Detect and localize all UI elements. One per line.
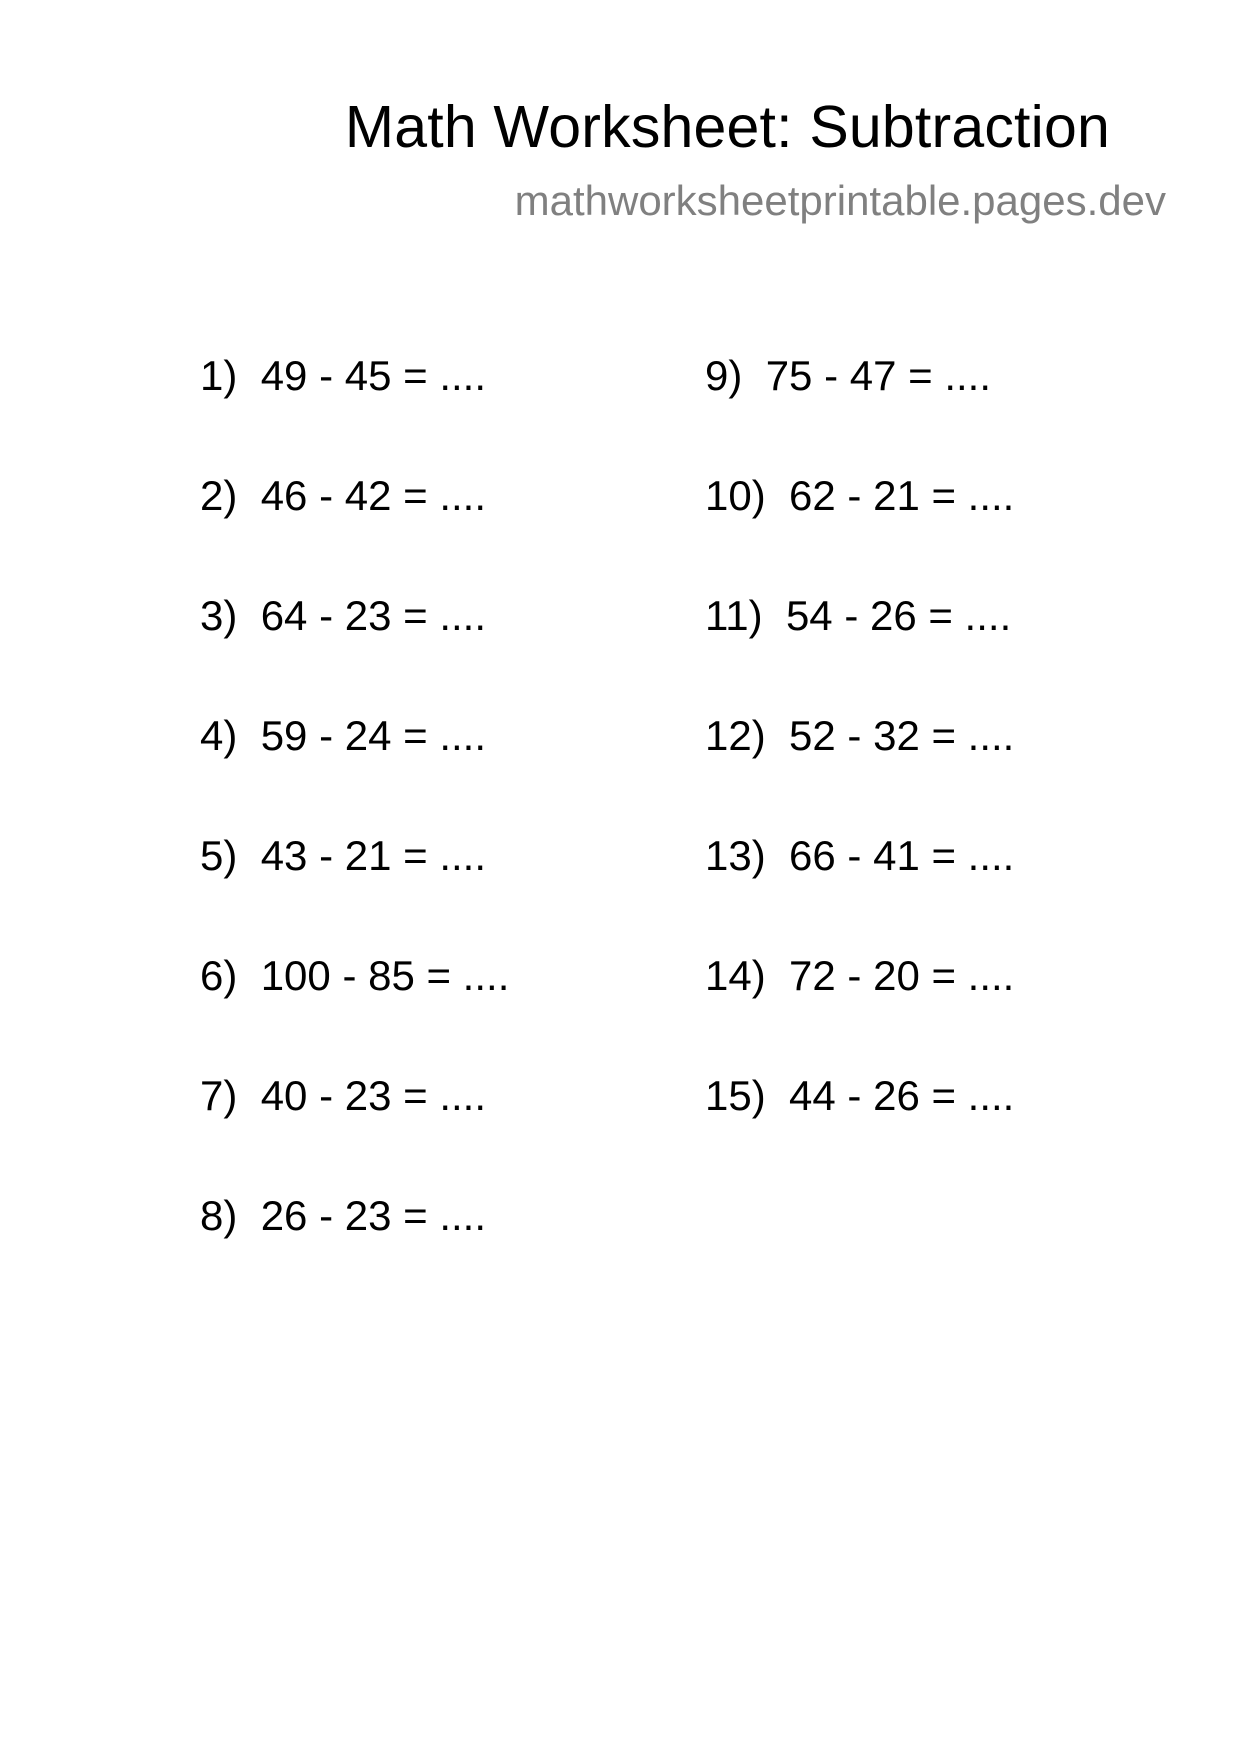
problem-expression: 52 - 32 = .... bbox=[789, 712, 1015, 759]
problem-expression: 75 - 47 = .... bbox=[765, 352, 992, 399]
problem-number: 6) bbox=[200, 952, 238, 999]
problem-15 bbox=[705, 1072, 1015, 1195]
problem-expression: 46 - 42 = .... bbox=[260, 472, 487, 519]
problem-6 bbox=[200, 952, 510, 1075]
problem-number: 7) bbox=[200, 1072, 238, 1119]
problem-number: 5) bbox=[200, 832, 238, 879]
problem-expression: 43 - 21 = .... bbox=[260, 832, 487, 879]
problem-expression: 59 - 24 = .... bbox=[260, 712, 487, 759]
problem-number: 10) bbox=[705, 472, 766, 519]
worksheet-header bbox=[344, 94, 1166, 224]
problem-column-right bbox=[705, 352, 1015, 1195]
problem-8 bbox=[200, 1192, 509, 1315]
problem-number: 13) bbox=[705, 832, 766, 879]
problem-2 bbox=[200, 472, 509, 595]
problem-number: 14) bbox=[705, 952, 766, 999]
page-title: Math Worksheet: Subtraction bbox=[344, 94, 1110, 160]
problem-5 bbox=[200, 832, 509, 955]
problem-expression: 44 - 26 = .... bbox=[789, 1072, 1015, 1119]
problem-11 bbox=[705, 592, 1014, 715]
problem-9 bbox=[705, 352, 1014, 475]
problem-number: 4) bbox=[200, 712, 238, 759]
problem-12 bbox=[705, 712, 1015, 835]
problem-number: 8) bbox=[200, 1192, 238, 1239]
problem-7 bbox=[200, 1072, 509, 1195]
problem-number: 3) bbox=[200, 592, 238, 639]
problem-expression: 62 - 21 = .... bbox=[789, 472, 1015, 519]
problem-expression: 72 - 20 = .... bbox=[789, 952, 1015, 999]
problem-number: 15) bbox=[705, 1072, 766, 1119]
problem-expression: 26 - 23 = .... bbox=[260, 1192, 487, 1239]
problem-expression: 49 - 45 = .... bbox=[260, 352, 487, 399]
problem-4 bbox=[200, 712, 509, 835]
problem-1 bbox=[200, 352, 509, 475]
problem-3 bbox=[200, 592, 509, 715]
problem-14 bbox=[705, 952, 1015, 1075]
problem-13 bbox=[705, 832, 1015, 955]
problem-10 bbox=[705, 472, 1015, 595]
problem-number: 1) bbox=[200, 352, 238, 399]
problem-expression: 100 - 85 = .... bbox=[260, 952, 510, 999]
problem-number: 12) bbox=[705, 712, 766, 759]
problem-number: 2) bbox=[200, 472, 238, 519]
problem-expression: 54 - 26 = .... bbox=[785, 592, 1012, 639]
problem-number: 9) bbox=[705, 352, 743, 399]
problem-expression: 64 - 23 = .... bbox=[260, 592, 487, 639]
problem-expression: 40 - 23 = .... bbox=[260, 1072, 487, 1119]
website-url: mathworksheetprintable.pages.dev bbox=[514, 177, 1166, 224]
problem-number: 11) bbox=[705, 592, 763, 639]
problem-expression: 66 - 41 = .... bbox=[789, 832, 1015, 879]
problem-column-left bbox=[200, 352, 510, 1315]
